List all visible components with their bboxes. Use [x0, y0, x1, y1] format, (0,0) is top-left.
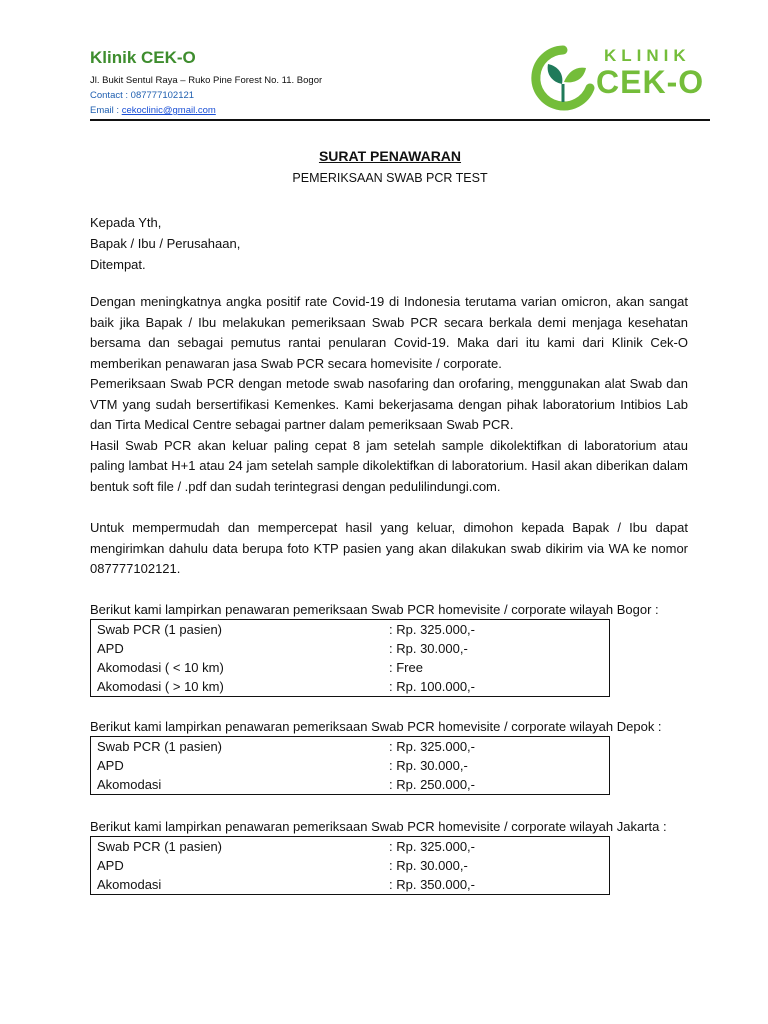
price-row: [91, 875, 609, 894]
clinic-contact: Contact : 087777102121: [90, 90, 195, 101]
price-value: : Rp. 100.000,-: [389, 679, 475, 694]
price-row: [91, 856, 609, 875]
price-row: [91, 658, 609, 677]
body-text: Pemeriksaan Swab PCR dengan metode swab nasofaring dan orofaring, menggunakan alat Swab dan VTM yang sudah bersertifikasi Kemenkes. Kami bekerjasama dengan pihak laboratorium Intibios Lab dan Tirta Medical Centre sebagai partner dalam pemeriksaan Swab PCR.: [90, 376, 688, 432]
price-value: : Rp. 325.000,-: [389, 622, 475, 637]
price-value: : Rp. 30.000,-: [389, 858, 468, 873]
price-table-jakarta: [90, 836, 610, 895]
clinic-logo: [528, 44, 710, 114]
price-label: Akomodasi ( > 10 km): [97, 679, 224, 694]
price-label: Swab PCR (1 pasien): [97, 739, 222, 754]
body-text: Dengan meningkatnya angka positif rate Covid-19 di Indonesia terutama varian omicron, akan sangat baik jika Bapak / Ibu melakukan pemeriksaan Swab PCR secara berkala demi menjaga kesehatan bersama dan sebagai pemutus rantai penularan Covid-19. Maka dari itu kami dari Klinik Cek-O memberikan penawaran jasa Swab PCR secara homevisite / corporate.: [90, 294, 688, 371]
price-value: : Rp. 250.000,-: [389, 777, 475, 792]
price-value: : Rp. 30.000,-: [389, 758, 468, 773]
price-label: APD: [97, 758, 124, 773]
letterhead: [90, 48, 710, 120]
price-row: [91, 620, 609, 639]
price-value: : Rp. 325.000,-: [389, 739, 475, 754]
price-value: : Rp. 325.000,-: [389, 839, 475, 854]
offer-intro-depok: Berikut kami lampirkan penawaran pemeriksaan Swab PCR homevisite / corporate wilayah Depok :: [90, 719, 662, 734]
clinic-name: Klinik CEK-O: [90, 48, 196, 67]
price-table-bogor: [90, 619, 610, 697]
price-label: Swab PCR (1 pasien): [97, 839, 222, 854]
price-label: Akomodasi: [97, 877, 162, 892]
price-label: Akomodasi: [97, 777, 162, 792]
logo-ceko-text: CEK-O: [596, 64, 705, 100]
price-row: [91, 737, 609, 756]
greeting-line: Kepada Yth,: [90, 215, 162, 230]
price-row: [91, 837, 609, 856]
price-value: : Rp. 30.000,-: [389, 641, 468, 656]
price-value: : Free: [389, 660, 423, 675]
leaf-logo-icon: [528, 44, 598, 114]
price-label: Akomodasi ( < 10 km): [97, 660, 224, 675]
clinic-address: Jl. Bukit Sentul Raya – Ruko Pine Forest No. 11. Bogor: [90, 75, 323, 86]
price-label: APD: [97, 858, 124, 873]
price-row: [91, 639, 609, 658]
body-paragraph-2: Untuk mempermudah dan mempercepat hasil yang keluar, dimohon kepada Bapak / Ibu dapat mengirimkan dahulu data berupa foto KTP pasien yang akan dilakukan swab dikirim via WA ke nomor 087777102121.: [90, 520, 688, 576]
price-row: [91, 756, 609, 775]
price-row: [91, 677, 609, 696]
price-table-depok: [90, 736, 610, 795]
letter-title: SURAT PENAWARAN: [318, 148, 462, 164]
price-label: Swab PCR (1 pasien): [97, 622, 222, 637]
body-text: Hasil Swab PCR akan keluar paling cepat 8 jam setelah sample dikolektifkan di laboratorium atau paling lambat H+1 atau 24 jam setelah sample dikolektifkan di laboratorium. Hasil akan diberikan dalam bentuk soft file / .pdf dan sudah terintegrasi dengan pedulilindungi.com.: [90, 437, 688, 494]
body-paragraph-1: [90, 292, 688, 497]
greeting-block: [90, 212, 240, 275]
greeting-line: Bapak / Ibu / Perusahaan,: [90, 236, 241, 251]
price-value: : Rp. 350.000,-: [389, 877, 475, 892]
logo-klinik-text: KLINIK: [604, 46, 691, 65]
email-link[interactable]: cekoclinic@gmail.com: [121, 105, 216, 116]
letter-subtitle: PEMERIKSAAN SWAB PCR TEST: [292, 171, 488, 185]
offer-intro-jakarta: Berikut kami lampirkan penawaran pemeriksaan Swab PCR homevisite / corporate wilayah Jakarta :: [90, 819, 667, 834]
price-label: APD: [97, 641, 124, 656]
greeting-line: Ditempat.: [90, 257, 146, 272]
email-prefix: Email :: [90, 105, 122, 116]
offer-intro-bogor: Berikut kami lampirkan penawaran pemeriksaan Swab PCR homevisite / corporate wilayah Bogor :: [90, 602, 659, 617]
header-divider: [90, 119, 710, 121]
price-row: [91, 775, 609, 794]
